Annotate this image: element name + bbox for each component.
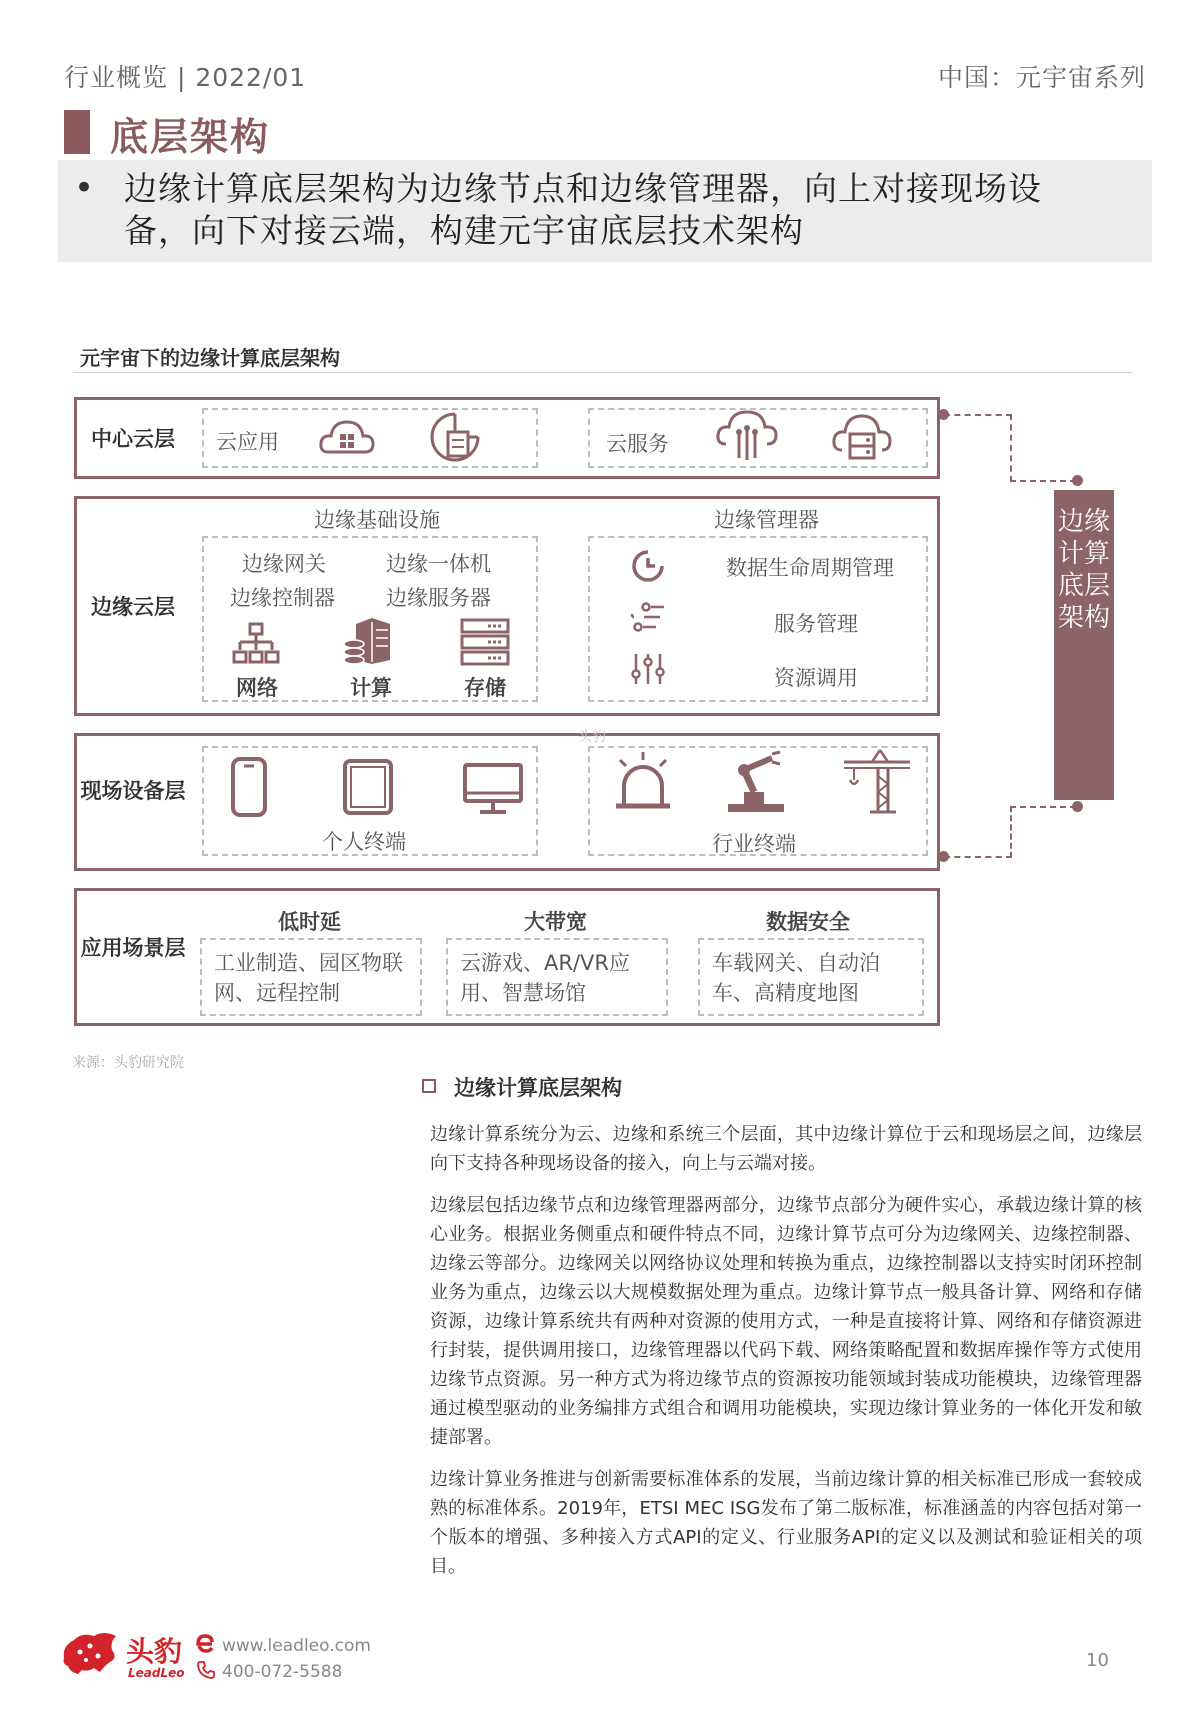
cloud-app-label: 云应用 [216,430,279,454]
sliders-icon [630,652,666,686]
personal-terminal-label: 个人终端 [322,830,406,854]
side-label-text: 边缘计算底层架构 [1057,507,1110,633]
edge-gateway: 边缘网关 [242,552,326,576]
compute-label: 计算 [350,676,392,700]
connector-dot [1072,801,1083,812]
edge-infra-title: 边缘基础设施 [314,508,440,532]
tablet-icon [342,758,394,816]
network-icon [232,622,280,666]
alarm-icon [610,750,676,814]
header-breadcrumb: 行业概览 | 2022/01 [64,63,307,92]
field-device-label: 现场设备层 [80,779,186,803]
figure-divider [74,372,1132,373]
bottom-connector-h [1010,806,1076,808]
cloud-server-icon [830,410,894,464]
data-lifecycle-label: 数据生命周期管理 [726,556,894,580]
industry-terminal-label: 行业终端 [712,832,796,856]
cloud-document-icon [428,410,482,464]
network-label: 网络 [236,676,278,700]
crane-icon [842,748,912,816]
clock-icon [630,548,666,584]
brand-name: 头豹 [126,1635,183,1668]
connector-dot [1072,475,1083,486]
section-marker [64,110,90,154]
edge-controller: 边缘控制器 [230,586,335,610]
paragraph: 边缘计算系统分为云、边缘和系统三个层面，其中边缘计算位于云和现场层之间，边缘层向下支持各种现场设备的接入，向上与云端对接。 [430,1124,1142,1174]
figure-title: 元宇宙下的边缘计算底层架构 [80,346,340,370]
paragraph: 边缘计算业务推进与创新需要标准体系的发展，当前边缘计算的相关标准已形成一套较成熟的标准体系。2019年，ETSI MEC ISG发布了第二版标准，标准涵盖的内容包括对第一个版本的增强、多种接入方式API的定义、行业服务API的定义以及测试和验证相关的项目。 [430,1469,1142,1577]
watermark: 头豹 [578,729,606,745]
top-connector [944,414,1012,482]
highlight-text: 边缘计算底层架构为边缘节点和边缘管理器，向上对接现场设备，向下对接云端，构建元宇宙底层技术架构 [124,169,1042,250]
data-security-text: 车载网关、自动泊车、高精度地图 [712,951,880,1005]
low-latency-title: 低时延 [278,910,341,934]
robot-arm-icon [722,750,792,814]
bandwidth-title: 大带宽 [524,910,587,934]
application-label: 应用场景层 [80,936,186,960]
compute-icon [342,616,394,666]
edge-server: 边缘服务器 [386,586,491,610]
resource-call-label: 资源调用 [774,666,858,690]
body-subtitle: 边缘计算底层架构 [454,1076,622,1100]
cloud-grid-icon [318,414,376,460]
page-number: 10 [1086,1650,1109,1671]
brand-name-en: LeadLeo [128,1666,185,1680]
edge-cloud-label: 边缘云层 [91,595,175,619]
center-cloud-label: 中心云层 [91,427,175,451]
storage-icon [460,618,510,666]
phone-icon [230,756,268,818]
phone-number: 400-072-5588 [222,1662,343,1682]
website-link[interactable]: www.leadleo.com [222,1636,371,1656]
header-series: 中国：元宇宙系列 [937,63,1146,92]
edge-all-in-one: 边缘一体机 [386,552,491,576]
service-flow-icon [630,602,666,632]
connector-dot [938,409,949,420]
edge-manager-title: 边缘管理器 [714,508,819,532]
section-title: 底层架构 [110,115,271,159]
phone-icon [196,1660,216,1680]
low-latency-text: 工业制造、园区物联网、远程控制 [214,951,403,1005]
leopard-logo-icon [60,1628,120,1676]
cloud-service-label: 云服务 [606,432,669,456]
bandwidth-text: 云游戏、AR/VR应用、智慧场馆 [460,951,630,1005]
figure-source: 来源：头豹研究院 [72,1055,184,1071]
checkbox-square-icon [422,1079,436,1093]
service-management-label: 服务管理 [774,612,858,636]
paragraph: 边缘层包括边缘节点和边缘管理器两部分，边缘节点部分为硬件实心，承载边缘计算的核心业务。根据业务侧重点和硬件特点不同，边缘计算节点可分为边缘网关、边缘控制器、边缘云等部分。边缘网关以网络协议处理和转换为重点，边缘控制器以支持实时闭环控制业务为重点，边缘云以大规模数据处理为重点。边缘计算节点一般具备计算、网络和存储资源，边缘计算系统共有两种对资源的使用方式，一种是直接将计算、网络和存储资源进行封装，提供调用接口，边缘管理器以代码下载、网络策略配置和数据库操作等方式使用边缘节点资源。另一种方式为将边缘节点的资源按功能领域封装成功能模块，边缘管理器通过模型驱动的业务编排方式组合和调用功能模块，实现边缘计算业务的一体化开发和敏捷部署。 [430,1195,1142,1448]
data-security-title: 数据安全 [766,910,850,934]
storage-label: 存储 [464,676,506,700]
bottom-connector [944,806,1012,858]
bullet-icon: • [74,168,95,208]
connector-dot [938,851,949,862]
top-connector-h [1010,480,1076,482]
monitor-icon [462,762,524,816]
web-e-icon [194,1632,216,1654]
cloud-network-icon [714,406,780,466]
